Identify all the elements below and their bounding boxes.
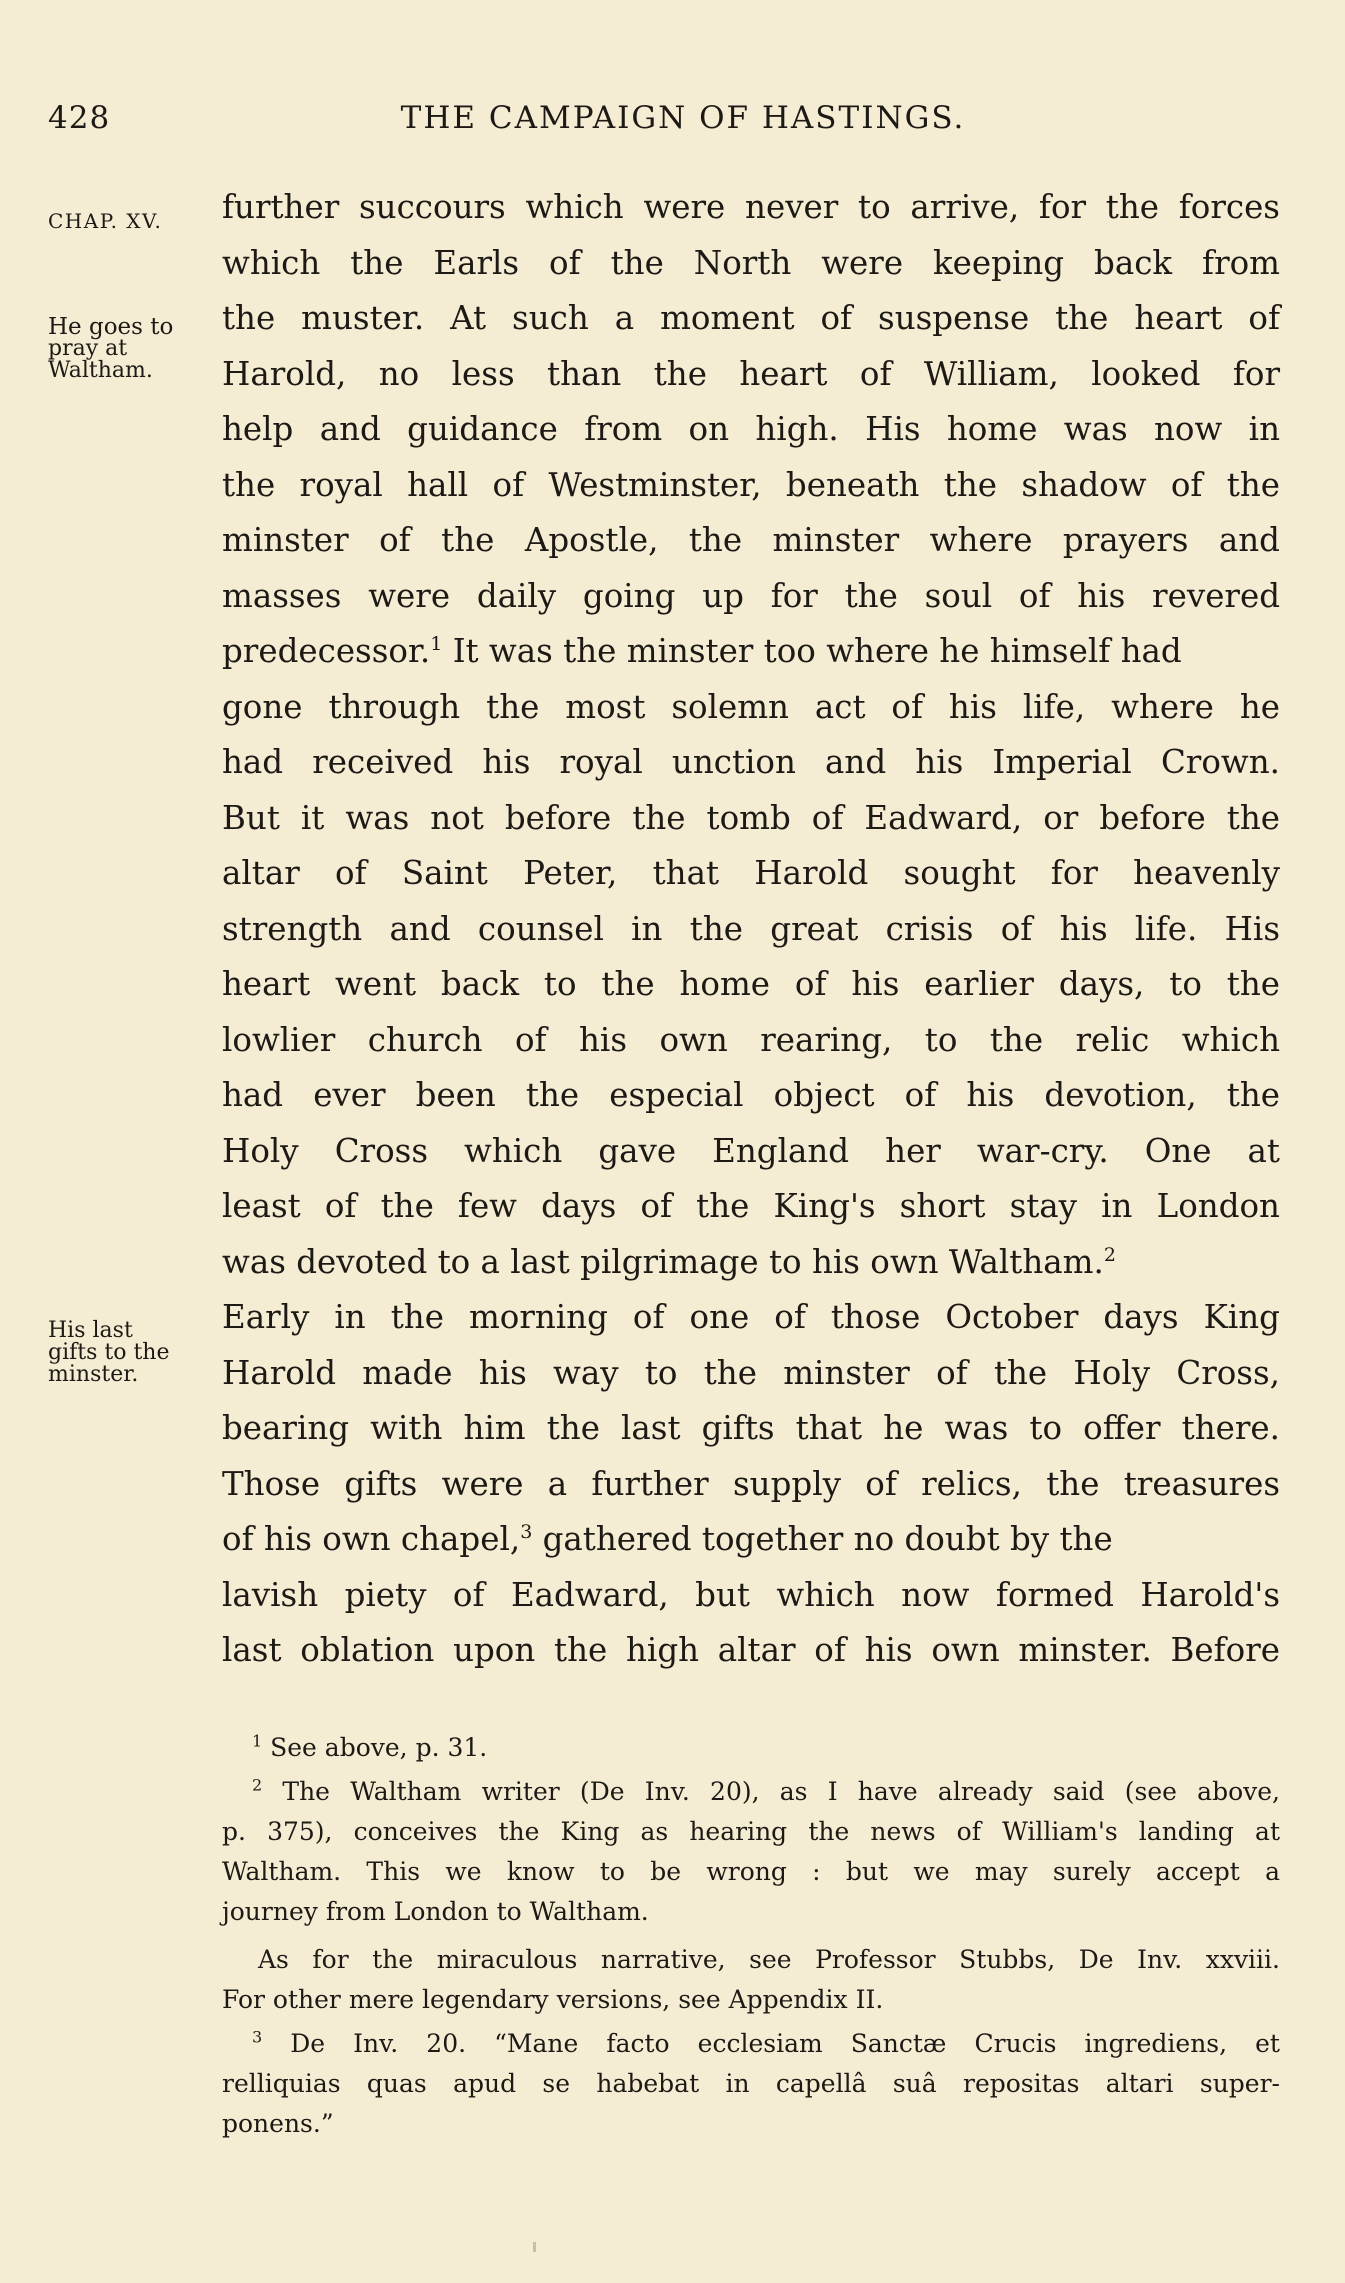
text-line: masses were daily going up for the soul of his revered — [222, 576, 1280, 615]
page-number: 428 — [48, 100, 111, 136]
footnote-line: For other mere legendary versions, see Appendix II. — [222, 1985, 884, 2014]
footnote-3 — [222, 2024, 1280, 2064]
text-line: the royal hall of Westminster, beneath the shadow of the — [222, 465, 1280, 504]
footnote-mark: 2 — [252, 1775, 263, 1795]
footnote-line: ponens.” — [222, 2109, 334, 2138]
text-line: help and guidance from on high. His home was now in — [222, 410, 1280, 448]
margin-note-pray-at-waltham — [48, 316, 173, 382]
text-segment: was devoted to a last pilgrimage to his own Waltham. — [222, 1242, 1104, 1281]
text-line: Harold, no less than the heart of William, looked for — [222, 354, 1280, 393]
text-line: bearing with him the last gifts that he was to offer there. — [222, 1409, 1280, 1447]
margin-note-line: gifts to the — [48, 1340, 170, 1365]
text-line: the muster. At such a moment of suspense the heart of — [222, 299, 1280, 337]
footnotes — [222, 1728, 1280, 2144]
footnote-text: The Waltham writer (De Inv. 20), as I have already said (see above, — [282, 1777, 1280, 1806]
text-segment: gathered together no doubt by the — [532, 1520, 1113, 1558]
text-line: which the Earls of the North were keeping back from — [222, 243, 1280, 282]
text-line: lavish piety of Eadward, but which now formed Harold's — [222, 1575, 1280, 1614]
page-header — [48, 100, 1278, 150]
text-line — [222, 1512, 1280, 1568]
footnote-line: relliquias quas apud se habebat in capellâ suâ repositas altari super- — [222, 2069, 1280, 2098]
text-line: had ever been the especial object of his devotion, the — [222, 1076, 1280, 1114]
text-line: gone through the most solemn act of his life, where he — [222, 687, 1280, 726]
text-line: further succours which were never to arrive, for the forces — [222, 188, 1280, 226]
main-text — [222, 180, 1280, 1679]
footnote-2 — [222, 1772, 1280, 1812]
text-line: heart went back to the home of his earlier days, to the — [222, 965, 1280, 1003]
footnote-ref[interactable]: 2 — [1103, 1243, 1116, 1266]
footnote-mark: 3 — [252, 2027, 263, 2047]
text-line: Those gifts were a further supply of relics, the treasures — [222, 1464, 1280, 1503]
text-segment: It was the minster too where he himself had — [442, 632, 1182, 670]
text-line — [222, 624, 1280, 680]
text-line: had received his royal unction and his Imperial Crown. — [222, 743, 1280, 781]
text-segment: predecessor. — [222, 632, 431, 670]
text-line: Early in the morning of one of those October days King — [222, 1298, 1280, 1336]
footnote-line: Waltham. This we know to be wrong : but we may surely accept a — [222, 1857, 1280, 1886]
text-segment: of his own chapel, — [222, 1520, 521, 1558]
text-line: least of the few days of the King's short stay in London — [222, 1187, 1280, 1225]
margin-note-line: He goes to — [48, 314, 174, 340]
text-line: altar of Saint Peter, that Harold sought for heavenly — [222, 854, 1280, 892]
text-line: last oblation upon the high altar of his own minster. Before — [222, 1631, 1280, 1669]
text-line: Harold made his way to the minster of the Holy Cross, — [222, 1353, 1280, 1392]
footnote-line: journey from London to Waltham. — [222, 1897, 649, 1926]
footnote-line: p. 375), conceives the King as hearing the news of William's landing at — [222, 1817, 1280, 1846]
text-line — [222, 1235, 1280, 1291]
footnote-ref[interactable]: 1 — [430, 633, 443, 656]
footnote-mark: 1 — [252, 1731, 263, 1751]
margin-note-line: His last — [48, 1318, 133, 1343]
margin-note-line: Waltham. — [48, 358, 153, 383]
footnote-line: As for the miraculous narrative, see Professor Stubbs, De Inv. xxviii. — [258, 1945, 1280, 1974]
text-line: strength and counsel in the great crisis of his life. His — [222, 909, 1280, 948]
margin-note-last-gifts — [48, 1320, 170, 1386]
running-title: THE CAMPAIGN OF HASTINGS. — [400, 100, 966, 136]
text-line: But it was not before the tomb of Eadward, or before the — [222, 798, 1280, 837]
text-line: lowlier church of his own rearing, to the relic which — [222, 1020, 1280, 1059]
margin-note-line: pray at — [48, 336, 128, 361]
footnote-text: See above, p. 31. — [270, 1733, 488, 1762]
text-line: minster of the Apostle, the minster where prayers and — [222, 521, 1280, 559]
margin-note-line: minster. — [48, 1362, 139, 1387]
footnote-text: De Inv. 20. “Mane facto ecclesiam Sanctæ Crucis ingrediens, et — [290, 2029, 1280, 2058]
chapter-marker: CHAP. XV. — [48, 209, 163, 233]
print-speck — [533, 2242, 536, 2252]
footnote-ref[interactable]: 3 — [520, 1521, 533, 1544]
footnote-1 — [222, 1728, 1280, 1768]
text-line: Holy Cross which gave England her war-cry. One at — [222, 1131, 1280, 1170]
